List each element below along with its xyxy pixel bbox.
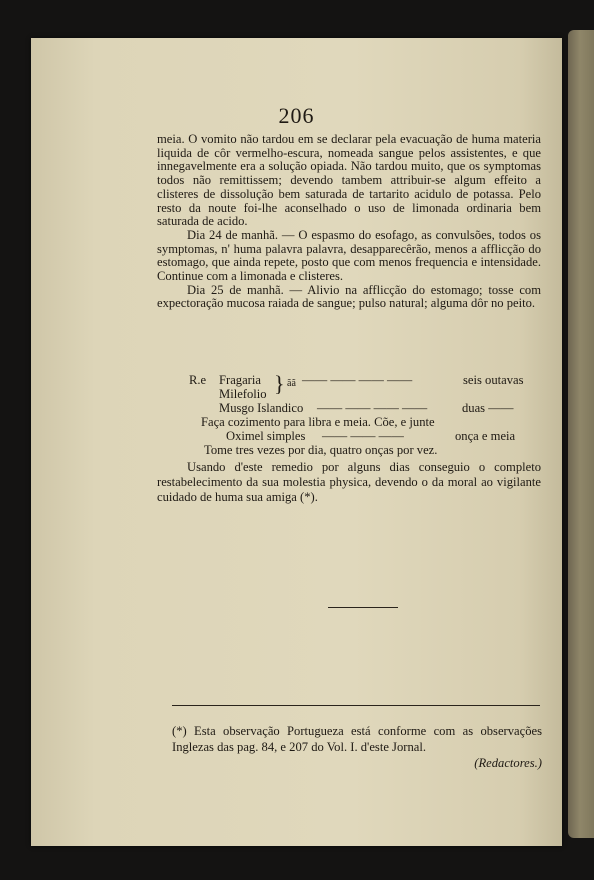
dose: onça e meia bbox=[455, 429, 516, 443]
section-divider bbox=[328, 607, 398, 608]
dose-dashes: —— —— —— —— bbox=[317, 401, 428, 415]
prescription-line bbox=[157, 429, 541, 443]
footnote-signature: (Redactores.) bbox=[474, 756, 542, 770]
prescription-line bbox=[157, 373, 541, 387]
dose-dashes: —— —— —— bbox=[322, 429, 404, 443]
instruction: Faça cozimento para libra e meia. Cõe, e junte bbox=[201, 415, 435, 429]
prescription-line bbox=[157, 443, 541, 457]
footnote-rule bbox=[172, 705, 540, 706]
rx-symbol: R.e bbox=[189, 373, 207, 387]
ingredient-name: Fragaria bbox=[219, 373, 261, 387]
brace-icon: } bbox=[274, 371, 285, 396]
facing-page-edge bbox=[568, 30, 594, 838]
instruction: Tome tres vezes por dia, quatro onças por vez. bbox=[204, 443, 438, 457]
dose: seis outavas bbox=[463, 373, 524, 387]
paragraph-continuation: meia. O vomito não tardou em se declarar pela evacuação de huma materia liquida de côr vermelho-escura, nomeada sangue pelos assistentes, e que innegavelmente era a solução opiada. Não tardou muito, que os symptomas todos não remittissem; devendo tambem attribuir-se algum effeito a clisteres de dissolução bem saturada de tartarito acidulo de potassa. Pelo resto da noute foi-lhe aconselhado o uso de limonada ordinaria bem saturada de acido. bbox=[157, 132, 541, 229]
dose-dashes: —— —— —— —— bbox=[302, 373, 413, 387]
paragraph-day-25: Dia 25 de manhã. — Alivio na afflicção do estomago; tosse com expectoração mucosa raiada de sangue; pulso natural; alguma dôr no peito. bbox=[157, 282, 541, 311]
ingredient-name: Milefolio bbox=[219, 387, 267, 401]
dose: duas —— bbox=[462, 401, 514, 415]
prescription-line bbox=[157, 387, 541, 401]
page-number: 206 bbox=[278, 103, 315, 128]
ingredient-name: Musgo Islandico bbox=[219, 401, 304, 415]
paragraph-day-24: Dia 24 de manhã. — O espasmo do esofago, as convulsões, todos os symptomas, n' huma palavra palavra, desapparecêrão, menos a afflicção do estomago, que ainda repete, posto que com menos frequencia e intensidade. Continue com a limonada e clisteres. bbox=[157, 227, 541, 284]
closing-paragraph: Usando d'este remedio por alguns dias conseguio o completo restabelecimento da sua molestia physica, devendo o da moral ao vigilante cuidado de huma sua amiga (*). bbox=[157, 460, 541, 504]
prescription-line bbox=[157, 415, 541, 429]
body-text bbox=[157, 133, 541, 311]
book-page bbox=[31, 38, 562, 846]
footnote-text: (*) Esta observação Portugueza está conforme com as observações Inglezas das pag. 84, e 207 do Vol. I. d'este Jornal. bbox=[172, 724, 542, 754]
brace-label: ãã bbox=[287, 378, 296, 389]
footnote bbox=[172, 723, 542, 771]
prescription bbox=[157, 373, 541, 457]
ingredient-name: Oximel simples bbox=[226, 429, 306, 443]
prescription-line bbox=[157, 401, 541, 415]
